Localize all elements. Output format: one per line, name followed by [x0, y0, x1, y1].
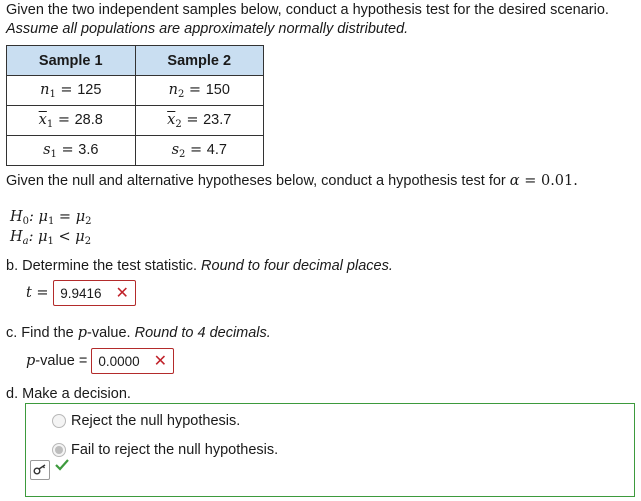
- samples-table: [6, 45, 264, 166]
- part-d-prompt: d. Make a decision.: [6, 386, 131, 402]
- header-sample-2: Sample 2: [135, 46, 264, 76]
- alpha-value: 0.01.: [540, 173, 578, 189]
- null-hypothesis: $H_0$: $\mu_1 = \mu_2$: [10, 209, 92, 227]
- test-statistic-value: 9.9416: [60, 285, 102, 301]
- alternative-hypothesis: $H_a$: $\mu_1 < \mu_2$: [10, 229, 92, 247]
- sample-2-mean: $\overline{x}_2 = 23.7$: [135, 106, 264, 136]
- table-row: [7, 106, 264, 136]
- sample-1-n: $n_1 = 125$: [7, 76, 136, 106]
- test-statistic-row: t = 9.9416 ✕: [26, 280, 136, 306]
- incorrect-icon: ✕: [115, 285, 129, 302]
- alpha-symbol: α: [509, 173, 520, 189]
- option-reject[interactable]: Reject the null hypothesis.: [52, 413, 240, 429]
- header-sample-1: Sample 1: [7, 46, 136, 76]
- radio-fail-to-reject[interactable]: [52, 443, 66, 457]
- p-value-value: 0.0000: [98, 353, 140, 369]
- intro-text: Given the two independent samples below, conduct a hypothesis test for the desired scenario.: [6, 2, 609, 18]
- table-row: [7, 136, 264, 166]
- sample-2-n: $n_2 = 150$: [135, 76, 264, 106]
- p-value-row: p -value = 0.0000 ✕: [26, 348, 174, 374]
- table-header-row: [7, 46, 264, 76]
- option-fail-to-reject[interactable]: Fail to reject the null hypothesis.: [52, 442, 278, 458]
- p-value-input[interactable]: [91, 348, 174, 374]
- key-icon[interactable]: [30, 460, 50, 480]
- test-statistic-input[interactable]: [53, 280, 136, 306]
- t-variable: t: [26, 285, 32, 301]
- correct-check-icon: [54, 458, 70, 476]
- sample-2-sd: $s_2 = 4.7$: [135, 136, 264, 166]
- hypotheses-intro: Given the null and alternative hypotheses below, conduct a hypothesis test for α = 0.01.: [6, 173, 578, 189]
- sample-1-sd: $s_1 = 3.6$: [7, 136, 136, 166]
- intro-assumption: Assume all populations are approximately normally distributed.: [6, 21, 409, 37]
- problem-intro: [6, 1, 636, 39]
- incorrect-icon: ✕: [153, 353, 168, 370]
- table-row: [7, 76, 264, 106]
- decision-answer-box: [25, 403, 635, 497]
- part-b-prompt: b. Determine the test statistic. Round to four decimal places.: [6, 258, 393, 274]
- part-c-prompt: c. Find the p-value. Round to 4 decimals.: [6, 325, 271, 341]
- radio-reject[interactable]: [52, 414, 66, 428]
- sample-1-mean: $\overline{x}_1 = 28.8$: [7, 106, 136, 136]
